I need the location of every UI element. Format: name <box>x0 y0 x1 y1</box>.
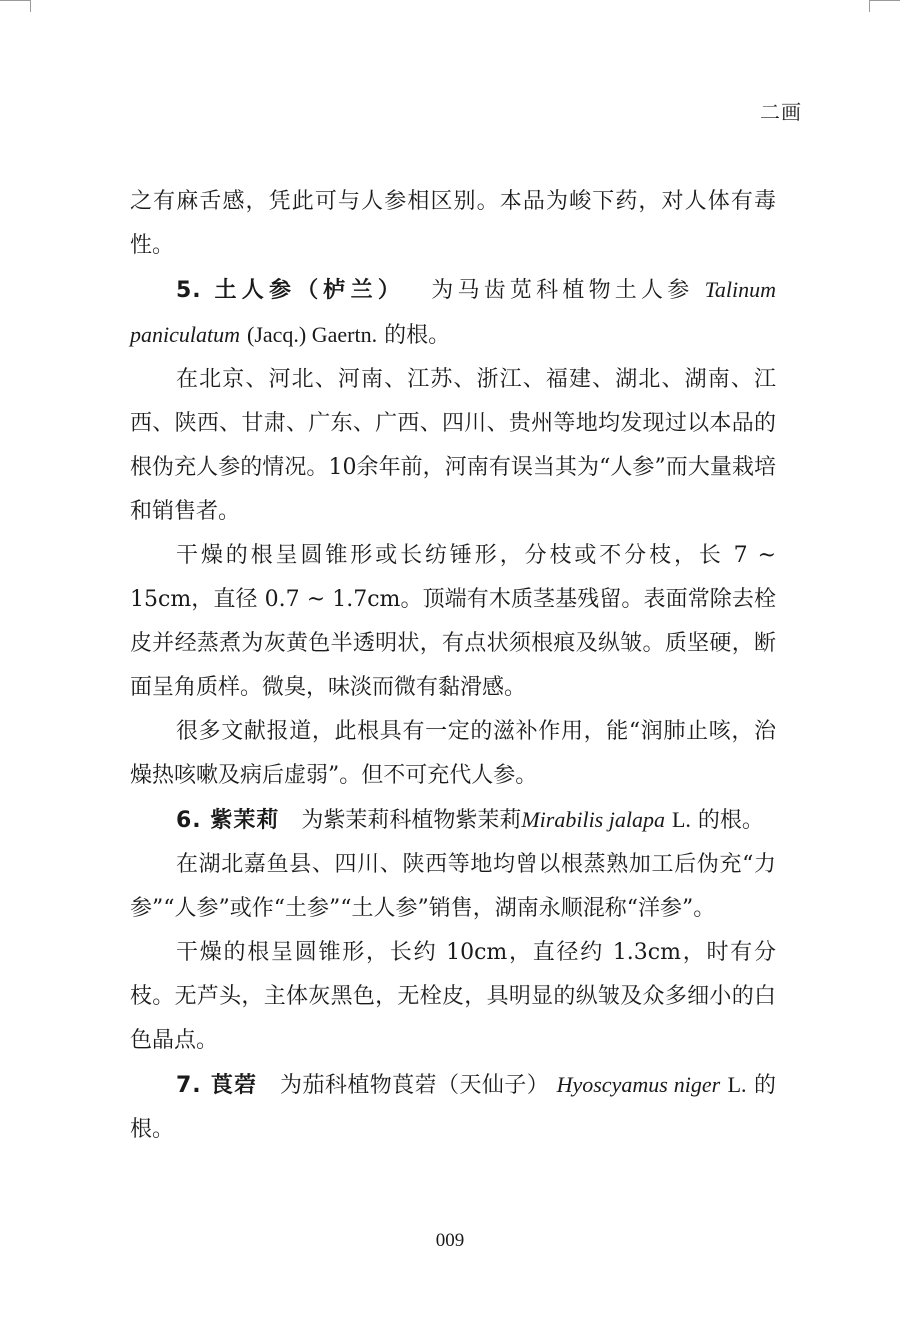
page-body <box>130 180 776 1152</box>
entry-5-text-after: 的根。 <box>384 323 451 348</box>
page-number: 009 <box>435 1230 465 1251</box>
entry-7-authority: L. <box>727 1072 747 1097</box>
entry-6-latin-name: Mirabilis jalapa <box>521 807 665 832</box>
crop-mark-top-right <box>870 0 900 1</box>
entry-7-paragraph <box>130 1063 776 1152</box>
crop-mark-top-left <box>0 0 30 1</box>
entry-5-description: 干燥的根呈圆锥形或长纺锤形，分枝或不分枝，长 7 ~ 15cm，直径 0.7 ~ 1.7cm。顶端有木质茎基残留。表面常除去栓皮并经蒸煮为灰黄色半透明状，有点状须根痕及纵皱。质坚硬，断面呈角质样。微臭，味淡而微有黏滑感。 <box>130 543 776 700</box>
entry-7-text-before: 为茄科植物莨菪（天仙子） <box>279 1073 550 1098</box>
entry-6-text-before: 为紫茉莉科植物紫茉莉 <box>301 808 522 833</box>
entry-6-authority: L. <box>671 807 691 832</box>
entry-5-paragraph <box>130 268 776 358</box>
crop-mark-top-left-vertical <box>30 0 31 12</box>
entry-6-paragraph <box>130 798 776 843</box>
entry-5-text-before: 为马齿苋科植物土人参 <box>427 278 694 303</box>
entry-5-distribution: 在北京、河北、河南、江苏、浙江、福建、湖北、湖南、江西、陕西、甘肃、广东、广西、四川、贵州等地均发现过以本品的根伪充人参的情况。10余年前，河南有误当其为“人参”而大量栽培和销售者。 <box>130 367 776 524</box>
entry-6-distribution: 在湖北嘉鱼县、四川、陕西等地均曾以根蒸熟加工后伪充“力参”“人参”或作“土参”“土人参”销售，湖南永顺混称“洋参”。 <box>130 852 776 921</box>
entry-6-heading: 6. 紫茉莉 <box>176 808 280 833</box>
entry-5-authority: (Jacq.) Gaertn. <box>247 322 378 347</box>
entry-7-text-after: 的根。 <box>130 1073 776 1142</box>
entry-7-heading: 7. 莨菪 <box>176 1073 258 1098</box>
running-header: 二画 <box>760 100 802 124</box>
entry-5-note: 很多文献报道，此根具有一定的滋补作用，能“润肺止咳，治燥热咳嗽及病后虚弱”。但不可充代人参。 <box>130 719 776 788</box>
entry-6-text-after: 的根。 <box>697 808 764 833</box>
paragraph-continuation: 之有麻舌感，凭此可与人参相区别。本品为峻下药，对人体有毒性。 <box>130 189 776 258</box>
entry-5-heading: 5. 土人参（栌兰） <box>176 278 406 303</box>
entry-6-description: 干燥的根呈圆锥形，长约 10cm，直径约 1.3cm，时有分枝。无芦头，主体灰黑色，无栓皮，具明显的纵皱及众多细小的白色晶点。 <box>130 940 776 1053</box>
crop-mark-top-right-vertical <box>869 0 870 12</box>
entry-7-latin-name: Hyoscyamus niger <box>556 1072 721 1097</box>
entry-5-latin-name: Talinum paniculatum <box>130 277 776 347</box>
